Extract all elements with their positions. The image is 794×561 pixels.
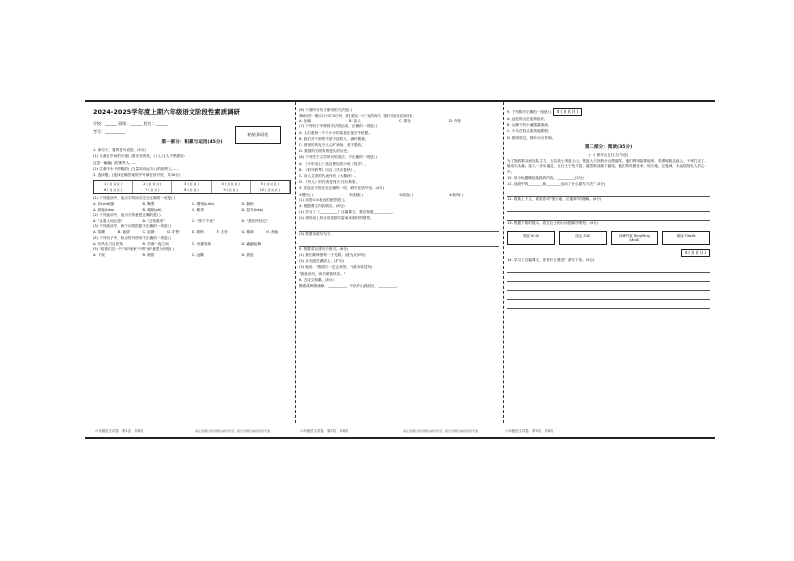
answer-cell: 3 ( )( )( ) <box>172 181 211 187</box>
answer-cell: 8 ( )( )( ) <box>172 187 211 193</box>
option: D. 《穷人》的作者是列夫·托尔斯泰。 <box>299 180 360 185</box>
school-label: 学校： <box>93 121 105 126</box>
q4-line-2: (2) 请你用上四字词语描写雷雨来临时的情景。 <box>299 216 374 221</box>
option: C. 毗邻 <box>192 207 204 212</box>
option: B. 黝黑 <box>142 202 155 207</box>
exam-title: 2024-2025学年度上期六年级语文阶段性素质调研 <box>93 108 240 116</box>
q5-line-2: (2) 月光照在湖面上。(扩句) <box>299 259 344 264</box>
q2-3-options <box>93 230 291 235</box>
option: A. 下视 <box>93 253 105 258</box>
class-label: 班级： <box>118 121 131 126</box>
answer-lines <box>507 264 710 309</box>
q1-line-3: (2) 生命中永不停歇的( )力量奔向远方( )的那些人...... <box>93 166 179 171</box>
q5-line-1: (1) 我们要珍惜每一寸光阴。(改为反问句) <box>299 253 366 258</box>
page-footer-3: 六年级语文试卷 第3页 共6页 <box>505 429 554 433</box>
question-6b: 6. 古诗文积累。(8分) <box>299 277 334 282</box>
question-8: (8) 下列关于文学常识的说法，不正确的一项是( ) <box>299 155 378 160</box>
column-divider <box>503 102 504 423</box>
name-label: 姓名： <box>143 121 156 126</box>
answer-cell: 6 ( )( )( )( ) <box>94 187 133 193</box>
part1-heading: 第一部分：积累与运用(45分) <box>161 140 223 145</box>
passage-body: 为了挽救群众和连队主力，五位战士诱敌上山，把敌人引向狼牙山棋盘陀。他们利用险要地形，英勇地阻击敌人。子弹打完了，就用石头砸。敌人一步步逼近，五壮士宁死不屈，毅然纵身跳下悬崖。他们的英雄壮举，惊天地，泣鬼神，永远铭刻在人们心中。 <box>507 159 709 174</box>
option: C. 寂静 <box>142 230 155 235</box>
passage-title: (一) 狼牙山五壮士(节选) <box>588 153 629 158</box>
q5-line-4: "我爱读书，读书使我快乐。" <box>299 271 346 276</box>
option: C. 排比 <box>399 119 411 124</box>
question-3: 3. 先选出字形完全正确的一项，填写在括号里。(4分) <box>299 186 385 191</box>
q6b-text: 横看成岭侧成峰，__________。不识庐山真面目，__________。 <box>299 284 400 289</box>
column-1 <box>93 108 291 413</box>
question-4: 4. 根据课文内容填空。(8分) <box>299 204 345 209</box>
question-6: (6) 下面所写句子使用的方法是( ) <box>299 108 353 112</box>
question-2: 2. 选择题。(选择正确答案的序号填在括号里，共16分) <box>93 173 181 178</box>
option: C. 镌刻(juān) <box>192 202 215 207</box>
answer-cell: 10 ( )( )( )( ) <box>251 187 290 193</box>
option: D. 旷野 <box>167 230 180 235</box>
q10-text: 10. 用小标题概括选段的内容。 <box>507 175 557 180</box>
q9-text: 9. 下列排序正确的一组是( ) <box>507 110 552 114</box>
question-1: 1. 读句子，看拼音写词语。(4分) <box>93 148 146 153</box>
question-2-2: (2) 下列选项中，加点字的意思正确的是( ) <box>93 212 161 217</box>
answer-lines <box>507 188 710 197</box>
question-2-1: (1) 下列选项中，加点字的读音完全正确的一项是( ) <box>93 196 176 201</box>
step-box: 顶峰歼敌 DǐngFēng JiānDí <box>611 231 659 245</box>
q4-line-1: (1) 学习了《__________》这篇课文，我们知道__________。 <box>299 210 396 215</box>
question-5: 5. 按要求完成句子练习。(8分) <box>299 246 349 251</box>
answer-lines <box>299 223 499 232</box>
student-info: 学校：______ 班级：______ 姓名：______ 考号：__________ <box>93 121 168 134</box>
answer-cell: 7 ( )( )( ) <box>133 187 172 193</box>
option: C. 诗人艾青的代表作有《大堰河》。 <box>299 174 358 179</box>
column-2 <box>299 108 499 413</box>
answer-grid <box>93 180 291 194</box>
answer-cell: 2 ( )( )( )( ) <box>133 181 172 187</box>
option: A. 窈窕(tiǎo) <box>93 207 115 212</box>
option: A. "且看人间正道" <box>93 219 123 224</box>
option: D. 翩翩起舞 <box>241 241 261 246</box>
option: A. 远处的山峦连绵起伏。 <box>507 117 548 121</box>
step-box: 跳崖 TiàoYá <box>662 231 710 245</box>
question-14: 14. 学习了这篇课文，你有什么感受？请写下来。(5分) <box>507 257 595 262</box>
option: F. 古朴 <box>216 230 228 235</box>
option: B. 遥望 <box>117 230 130 235</box>
question-2-3: (3) 下列选项中，两个词语搭配不正确的一项是( ) <box>93 224 172 229</box>
q3-sub: (1) 词语①②表达的意思是( )。 <box>299 197 348 202</box>
option: B. 拟人 <box>349 119 361 124</box>
answer-cell: 4 ( )( )( )( ) <box>212 181 251 187</box>
option: A. 折(zhé)腰 <box>93 202 115 207</box>
q2-1-options <box>93 202 291 212</box>
option: D. 夸张 <box>449 119 462 124</box>
option: B. 仿佛一夜之间 <box>142 241 169 246</box>
step-box: 阻击 ZǔJī <box>559 231 607 245</box>
step-box: 诱敌 Yú Dí <box>507 231 555 245</box>
q10-score: (2分) <box>574 175 584 180</box>
barcode-stub: 粘贴条码处 <box>235 126 281 144</box>
question-2-5: (5) "给我们这一片"和"画家"中的"画"意思分别是( ) <box>93 247 175 252</box>
exam-sheet <box>85 100 715 439</box>
question-13: 13. 根据下面的提示，将五壮士的行动按顺序排列。(4分) <box>507 221 599 226</box>
option: ③焙烧( ) <box>399 192 414 197</box>
q5-line-3: (3) 他说："我明天一定会来的。"(改为转述句) <box>299 265 373 270</box>
option: E. 树梢 <box>192 230 204 235</box>
option: D. 游览 <box>241 253 254 258</box>
question-10: 10. 用小标题概括选段的内容。__________(2分) <box>507 175 584 180</box>
option: A. 东风无力百花残 <box>93 241 123 246</box>
q11-text: 11. 选段中的________和________运用了什么描写方法？ <box>507 182 597 187</box>
option: C. "按下不表" <box>192 219 215 224</box>
option: D. 怒号(háo) <box>241 207 264 212</box>
option: B. 《伯牙鼓琴》出自《吕氏春秋》。 <box>299 167 358 172</box>
option: D. 我国的文明有着悠久的历史。 <box>299 149 351 154</box>
option: C. 远眺 <box>192 253 204 258</box>
option: C. 那里的风光令人心旷神怡，美不胜收。 <box>299 143 365 148</box>
q4-line-3: (3) 按要求改写句子。 <box>299 231 334 236</box>
option: A. 蒸腾 <box>93 230 105 235</box>
question-12: 12. 联系上下文，说说你对"惊天地，泣鬼神"的理解。(4分) <box>507 197 602 202</box>
q6-text: 海峡两岸一隅区22小时30分钟，我们眼前一片广阔的海洋，随时可能有浪涛到来。 <box>299 114 416 119</box>
option: ④裁判( ) <box>449 192 464 197</box>
option: D. 脂粉 <box>241 202 254 207</box>
option: C. 小鸟在枝头欢快地歌唱。 <box>507 129 552 134</box>
question-11 <box>507 182 710 187</box>
part2-heading: 第二部分：阅读(35分) <box>584 144 633 150</box>
column-3 <box>507 108 710 413</box>
option: D. "我们所经过" <box>241 219 268 224</box>
option: G. 精神 <box>241 230 254 235</box>
option: H. 渔船 <box>266 230 279 235</box>
page-footer-2: 六年级语文试卷 第2页 共6页 <box>300 429 349 433</box>
q9-answer-box: 4 ( )( )( )( ) <box>553 108 582 116</box>
question-2-4: (4) 下列句子中，标点符号使用不正确的一项是( ) <box>93 235 172 240</box>
q2-5-options <box>93 253 291 258</box>
option: B. 倒影 <box>142 253 155 258</box>
option: B. 山脚下的小溪潺潺流淌。 <box>507 123 552 128</box>
option: B. 哽咽(yè) <box>142 207 162 212</box>
q13-answer <box>507 249 710 257</box>
step-boxes <box>507 231 710 245</box>
q11-score: (3分) <box>596 182 606 187</box>
option: A. 比喻 <box>299 119 311 124</box>
option: ①糖火( ) <box>299 192 314 197</box>
option: B. 我们对于那些不屈不挠的人，满怀敬意。 <box>299 136 369 141</box>
q13-answer-box: 4 ( )( )( )( ) <box>681 249 710 257</box>
option: ②扰郁( ) <box>349 192 364 197</box>
footer-note-2: 请在各题目的答题区域内作答，超出答题区域的答案无效 <box>403 429 479 433</box>
q1-line-1: (1) 儿童在乡间的小道( )着光亮的鱼，( )上,让人不禁感叹: <box>93 154 185 159</box>
answer-cell: 9 ( )( )( ) <box>212 187 251 193</box>
question-9 <box>507 108 710 116</box>
answer-lines <box>299 238 499 247</box>
answer-cell: 5 ( )( )( )( ) <box>251 181 290 187</box>
number-label: 考号： <box>93 129 105 134</box>
column-divider <box>295 102 296 423</box>
option: B. "且待重来" <box>142 219 165 224</box>
option: D. 微风吹过，树叶沙沙作响。 <box>507 135 556 140</box>
page-footer-1: 六年级语文试卷 第1页 共6页 <box>95 429 144 433</box>
option: A. 《少年闰土》选自鲁迅的小说《故乡》。 <box>299 161 369 166</box>
footer-note-1: 请在各题目的答题区域内作答，超出答题区域的答案无效 <box>195 429 271 433</box>
q1-line-2: 这是一幅幅( )的那些人...... <box>93 160 137 165</box>
answer-cell: 1 ( )( )( )( ) <box>94 181 133 187</box>
option: A. 人们看到一个个小小的星星在夜空中眨眼。 <box>299 130 372 135</box>
answer-lines <box>507 203 710 221</box>
option: C. 有趣有味 <box>192 241 212 246</box>
question-7: (7) 下列句子中修辞手法的运用，正确的一项是( ) <box>299 124 378 129</box>
